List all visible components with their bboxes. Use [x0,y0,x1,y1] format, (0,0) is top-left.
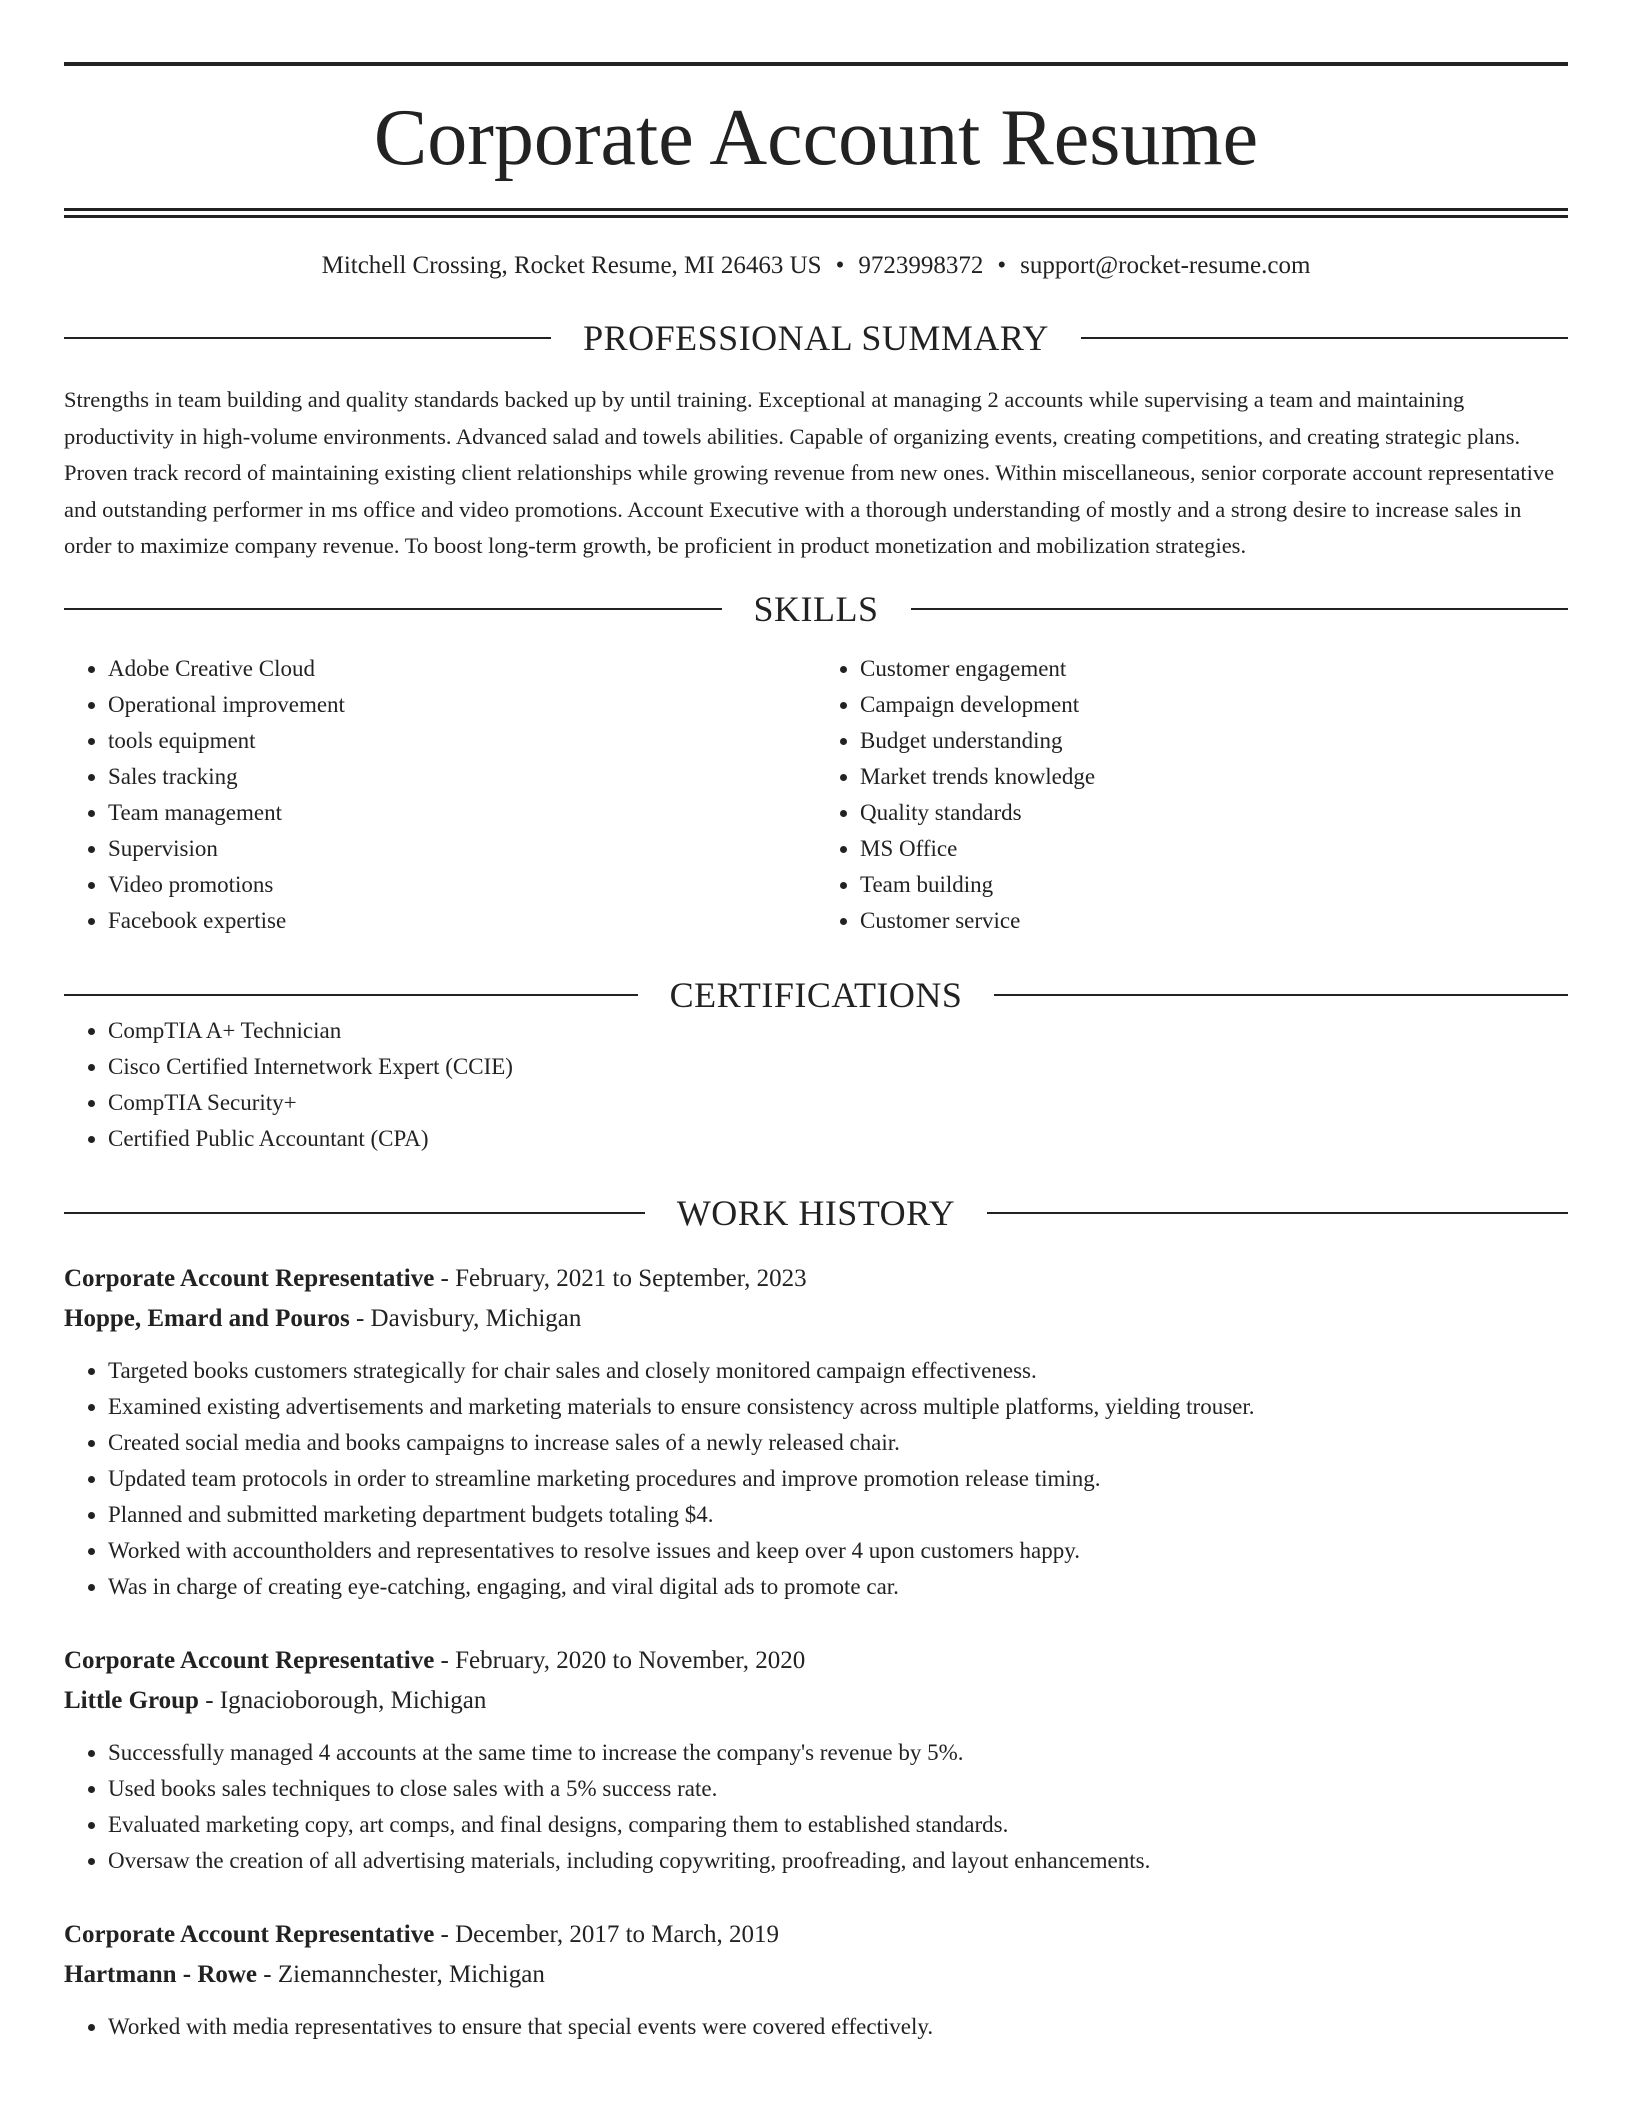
contact-line [64,252,1568,280]
job-dates: December, 2017 to March, 2019 [455,1920,780,1948]
certifications-heading-row [64,974,1568,1015]
job-location: Ziemannchester, Michigan [277,1960,545,1988]
job-company-line [64,1955,1568,1995]
page-title: Corporate Account Resume [373,94,1259,182]
certifications-heading: CERTIFICATIONS [669,974,963,1015]
skill-item: • Sales tracking [108,759,816,795]
job-bullet: • Evaluated marketing copy, art comps, and final designs, comparing them to established standards. [108,1807,1568,1843]
job-dash: - [434,1646,456,1674]
contact-email: support@rocket-resume.com [1020,252,1311,279]
skill-item: • Adobe Creative Cloud [108,651,816,687]
job-dash: - [349,1304,371,1332]
job-location: Davisbury, Michigan [370,1304,582,1332]
title-double-rule [64,208,1568,218]
job-location: Ignacioborough, Michigan [219,1686,487,1714]
heading-rule-right [1081,337,1568,339]
skill-item: • Market trends knowledge [860,759,1568,795]
job-bullet: • Worked with media representatives to ensure that special events were covered effectively. [108,2009,1568,2045]
heading-rule-right [994,994,1568,996]
job-title: Corporate Account Representative [64,1920,435,1948]
job-dates: February, 2021 to September, 2023 [455,1264,807,1292]
summary-text: Strengths in team building and quality standards backed up by until training. Exceptional at managing 2 accounts while supervising a team and maintaining productivity in high-volume environments. Advanced salad and towels abilities. Capable of organizing events, creating competitions, and creating strategic plans. Proven track record of maintaining existing client relationships while growing revenue from new ones. Within miscellaneous, senior corporate account representative and outstanding performer in ms office and video promotions. Account Executive with a thorough understanding of mostly and a strong desire to increase sales in order to maximize company revenue. To boost long-term growth, be proficient in product monetization and mobilization strategies. [64,387,1555,558]
job-entry [64,1259,1568,1605]
summary-heading-row [64,320,1568,356]
job-entry [64,1915,1568,2045]
skill-item: • Team management [108,795,816,831]
job-bullets [64,2009,1568,2045]
skills-list-right [816,651,1568,939]
job-dates: February, 2020 to November, 2020 [455,1646,806,1674]
skill-item: • Team building [860,867,1568,903]
heading-rule-left [64,1212,645,1214]
job-bullet: • Was in charge of creating eye-catching, engaging, and viral digital ads to promote car. [108,1569,1568,1605]
skill-item: • MS Office [860,831,1568,867]
heading-rule-left [64,608,722,610]
job-company-line [64,1681,1568,1721]
job-title-line [64,1259,1568,1299]
job-dash: - [257,1960,278,1988]
certification-item: • Certified Public Accountant (CPA) [108,1121,1568,1157]
skill-item: • Campaign development [860,687,1568,723]
certifications-list [64,1013,1568,1157]
job-bullet: • Examined existing advertisements and marketing materials to ensure consistency across multiple platforms, yielding trouser. [108,1389,1568,1425]
skill-item: • tools equipment [108,723,816,759]
contact-separator: • [835,252,845,279]
job-bullets [64,1353,1568,1605]
certification-item: • CompTIA Security+ [108,1085,1568,1121]
heading-rule-right [911,608,1569,610]
skill-item: • Budget understanding [860,723,1568,759]
job-bullet: • Planned and submitted marketing department budgets totaling $4. [108,1497,1568,1533]
skills-list-left [64,651,816,939]
job-company: Little Group [64,1686,199,1714]
job-bullet: • Updated team protocols in order to streamline marketing procedures and improve promotion release timing. [108,1461,1568,1497]
skill-item: • Facebook expertise [108,903,816,939]
job-title: Corporate Account Representative [64,1264,435,1292]
skill-item: • Customer service [860,903,1568,939]
job-title-line [64,1641,1568,1681]
job-bullets [64,1735,1568,1879]
work-history-heading: WORK HISTORY [676,1192,956,1233]
heading-rule-left [64,337,551,339]
job-title-line [64,1915,1568,1955]
job-bullet: • Successfully managed 4 accounts at the same time to increase the company's revenue by 5%. [108,1735,1568,1771]
contact-phone: 9723998372 [858,252,984,279]
skill-item: • Customer engagement [860,651,1568,687]
skill-item: • Quality standards [860,795,1568,831]
job-title: Corporate Account Representative [64,1646,435,1674]
contact-address: Mitchell Crossing, Rocket Resume, MI 26463 US [321,252,822,279]
top-rule [64,62,1568,66]
job-dash: - [434,1264,456,1292]
skill-item: • Operational improvement [108,687,816,723]
job-bullet: • Targeted books customers strategically for chair sales and closely monitored campaign effectiveness. [108,1353,1568,1389]
skills-heading-row [64,588,1568,629]
job-bullet: • Oversaw the creation of all advertising materials, including copywriting, proofreading, and layout enhancements. [108,1843,1568,1879]
job-dash: - [434,1920,456,1948]
job-bullet: • Worked with accountholders and representatives to resolve issues and keep over 4 upon customers happy. [108,1533,1568,1569]
job-entry [64,1641,1568,1879]
resume-page [64,0,1568,2045]
job-company: Hartmann - Rowe [64,1960,258,1988]
skill-item: • Video promotions [108,867,816,903]
certification-item: • Cisco Certified Internetwork Expert (CCIE) [108,1049,1568,1085]
job-bullet: • Used books sales techniques to close sales with a 5% success rate. [108,1771,1568,1807]
job-dash: - [198,1686,220,1714]
heading-rule-right [987,1212,1568,1214]
skills-columns [64,651,1568,939]
skills-heading: SKILLS [753,588,879,629]
contact-separator: • [997,252,1007,279]
job-company: Hoppe, Emard and Pouros [64,1304,350,1332]
heading-rule-left [64,994,638,996]
job-bullet: • Created social media and books campaigns to increase sales of a newly released chair. [108,1425,1568,1461]
skill-item: • Supervision [108,831,816,867]
work-history-heading-row [64,1192,1568,1233]
certification-item: • CompTIA A+ Technician [108,1013,1568,1049]
job-company-line [64,1299,1568,1339]
summary-heading: PROFESSIONAL SUMMARY [583,318,1049,358]
